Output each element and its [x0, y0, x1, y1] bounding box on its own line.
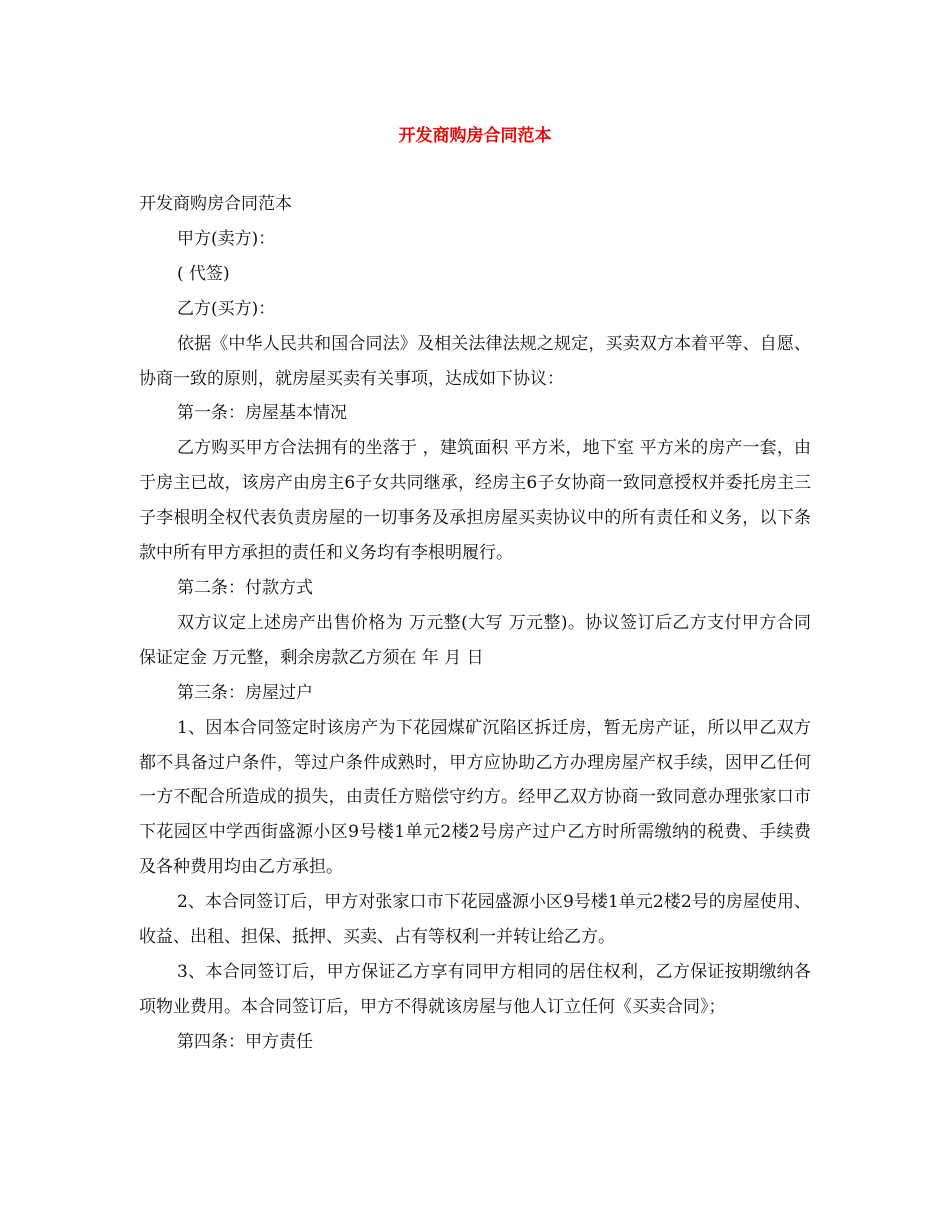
paragraph-13: 3、本合同签订后，甲方保证乙方享有同甲方相同的居住权利，乙方保证按期缴纳各项物业费用。本合同签订后，甲方不得就该房屋与他人订立任何《买卖合同》；	[139, 961, 811, 1017]
paragraph-5: 依据《中华人民共和国合同法》及相关法律法规之规定，买卖双方本着平等、自愿、协商一致的原则，就房屋买卖有关事项，达成如下协议：	[139, 333, 811, 389]
paragraph-9: 双方议定上述房产出售价格为 万元整(大写 万元整)。协议签订后乙方支付甲方合同保证定金 万元整，剩余房款乙方须在 年 月 日	[139, 612, 811, 668]
paragraph-10: 第三条：房屋过户	[177, 682, 313, 703]
paragraph-1: 开发商购房合同范本	[139, 194, 292, 214]
paragraph-7: 乙方购买甲方合法拥有的坐落于 ，建筑面积 平方米，地下室 平方米的房产一套，由于房主已故，该房产由房主6子女共同继承，经房主6子女协商一致同意授权并委托房主三子李根明全权代表负责房屋的一切事务及承担房屋买卖协议中的所有责任和义务，以下条款中所有甲方承担的责任和义务均有李根明履行。	[139, 438, 811, 564]
paragraph-11: 1、因本合同签定时该房产为下花园煤矿沉陷区拆迁房，暂无房产证，所以甲乙双方都不具备过户条件，等过户条件成熟时，甲方应协助乙方办理房屋产权手续，因甲乙任何一方不配合所造成的损失，由责任方赔偿守约方。经甲乙双方协商一致同意办理张家口市下花园区中学西街盛源小区9号楼1单元2楼2号房产过户乙方时所需缴纳的税费、手续费及各种费用均由乙方承担。	[139, 717, 811, 878]
document-body	[139, 187, 811, 1060]
paragraph-2: 甲方(卖方)：	[177, 228, 276, 249]
document-title: 开发商购房合同范本	[398, 126, 552, 146]
paragraph-12: 2、本合同签订后，甲方对张家口市下花园盛源小区9号楼1单元2楼2号的房屋使用、收益、出租、担保、抵押、买卖、占有等权利一并转让给乙方。	[139, 892, 811, 948]
paragraph-8: 第二条：付款方式	[177, 577, 313, 598]
paragraph-14: 第四条：甲方责任	[177, 1031, 313, 1052]
paragraph-3: ( 代签)	[177, 263, 230, 284]
paragraph-4: 乙方(买方)：	[177, 298, 276, 319]
paragraph-6: 第一条：房屋基本情况	[177, 403, 347, 424]
